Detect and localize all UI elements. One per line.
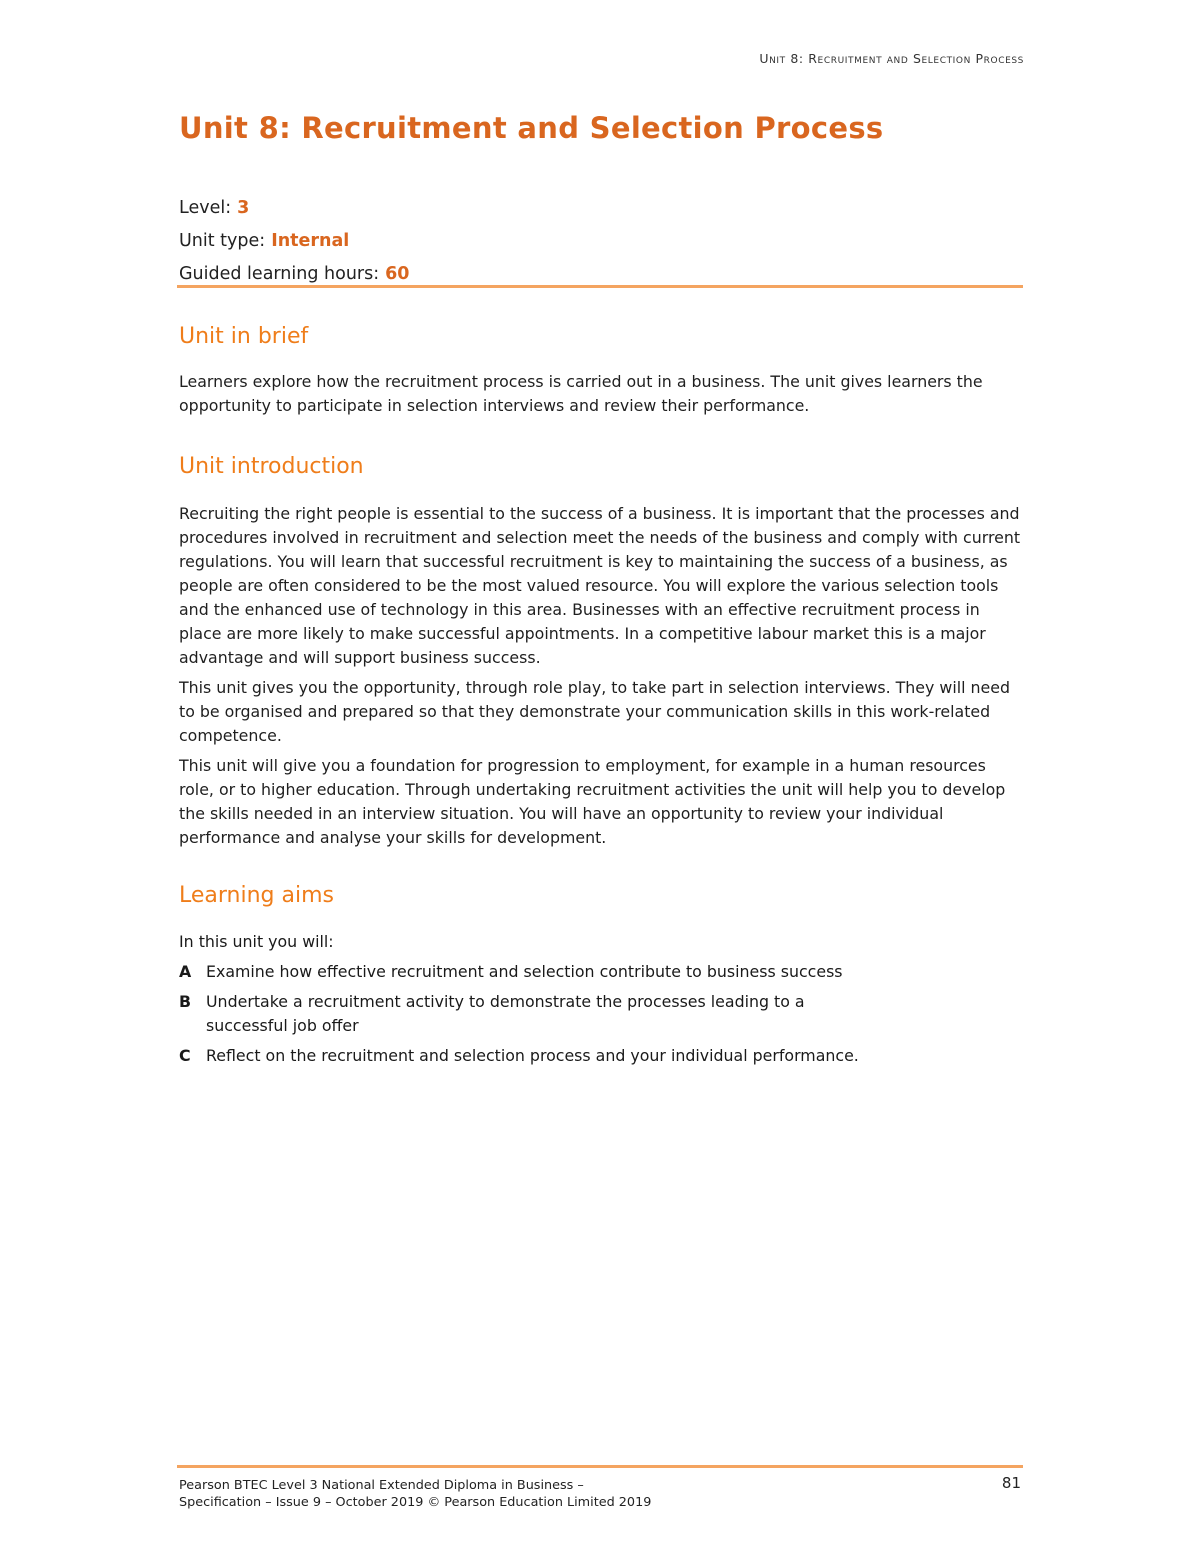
level-label: Level: (179, 198, 232, 218)
footer-line-1: Pearson BTEC Level 3 National Extended Diploma in Business – (179, 1478, 584, 1493)
unit-type-label: Unit type: (179, 231, 266, 251)
document-page (179, 0, 1024, 1553)
aim-text: Undertake a recruitment activity to demonstrate the processes leading to a successful job offer (206, 992, 805, 1035)
learning-aims-intro: In this unit you will: (179, 932, 334, 951)
guided-hours-value: 60 (385, 264, 410, 284)
unit-type-value: Internal (271, 231, 350, 251)
level-row (179, 192, 409, 225)
unit-type-row (179, 225, 409, 258)
guided-hours-label: Guided learning hours: (179, 264, 380, 284)
footer (179, 1477, 651, 1511)
header-divider (177, 285, 1023, 288)
learning-aims-list (179, 960, 1024, 1074)
aim-letter: C (179, 1046, 191, 1065)
intro-paragraph-2: This unit gives you the opportunity, through role play, to take part in selection interviews. They will need to be organised and prepared so that they demonstrate your communication skills in this work-related competence. (179, 678, 1010, 745)
intro-paragraph-3: This unit will give you a foundation for progression to employment, for example in a human resources role, or to higher education. Through undertaking recruitment activities the unit will help you to develop the skills needed in an interview situation. You will have an opportunity to review your individual performance and analyse your skills for development. (179, 756, 1006, 847)
brief-paragraph: Learners explore how the recruitment process is carried out in a business. The unit gives learners the opportunity to participate in selection interviews and review their performance. (179, 372, 983, 415)
learning-aim-a (179, 960, 1024, 984)
learning-aim-c (179, 1044, 1024, 1068)
learning-aims-heading: Learning aims (179, 883, 334, 908)
footer-divider (177, 1465, 1023, 1468)
unit-title: Unit 8: Recruitment and Selection Process (179, 111, 884, 145)
aim-text: Examine how effective recruitment and selection contribute to business success (206, 962, 843, 981)
learning-aim-b (179, 990, 1024, 1038)
unit-in-brief-text (179, 370, 1024, 424)
unit-introduction-text (179, 502, 1024, 856)
aim-letter: B (179, 992, 192, 1011)
footer-line-2: Specification – Issue 9 – October 2019 © Pearson Education Limited 2019 (179, 1495, 652, 1510)
unit-in-brief-heading: Unit in brief (179, 324, 309, 349)
unit-introduction-heading: Unit introduction (179, 454, 364, 479)
level-value: 3 (237, 198, 250, 218)
page-number: 81 (1001, 1474, 1021, 1492)
aim-text: Reflect on the recruitment and selection process and your individual performance. (206, 1046, 859, 1065)
aim-letter: A (179, 962, 192, 981)
unit-meta (179, 192, 409, 291)
intro-paragraph-1: Recruiting the right people is essential to the success of a business. It is important that the processes and procedures involved in recruitment and selection meet the needs of the business and comply with current regulations. You will learn that successful recruitment is key to maintaining the success of a business, as people are often considered to be the most valued resource. You will explore the various selection tools and the enhanced use of technology in this area. Businesses with an effective recruitment process in place are more likely to make successful appointments. In a competitive labour market this is a major advantage and will support business success. (179, 504, 1021, 667)
running-header: Unit 8: Recruitment and Selection Process (759, 51, 1024, 66)
